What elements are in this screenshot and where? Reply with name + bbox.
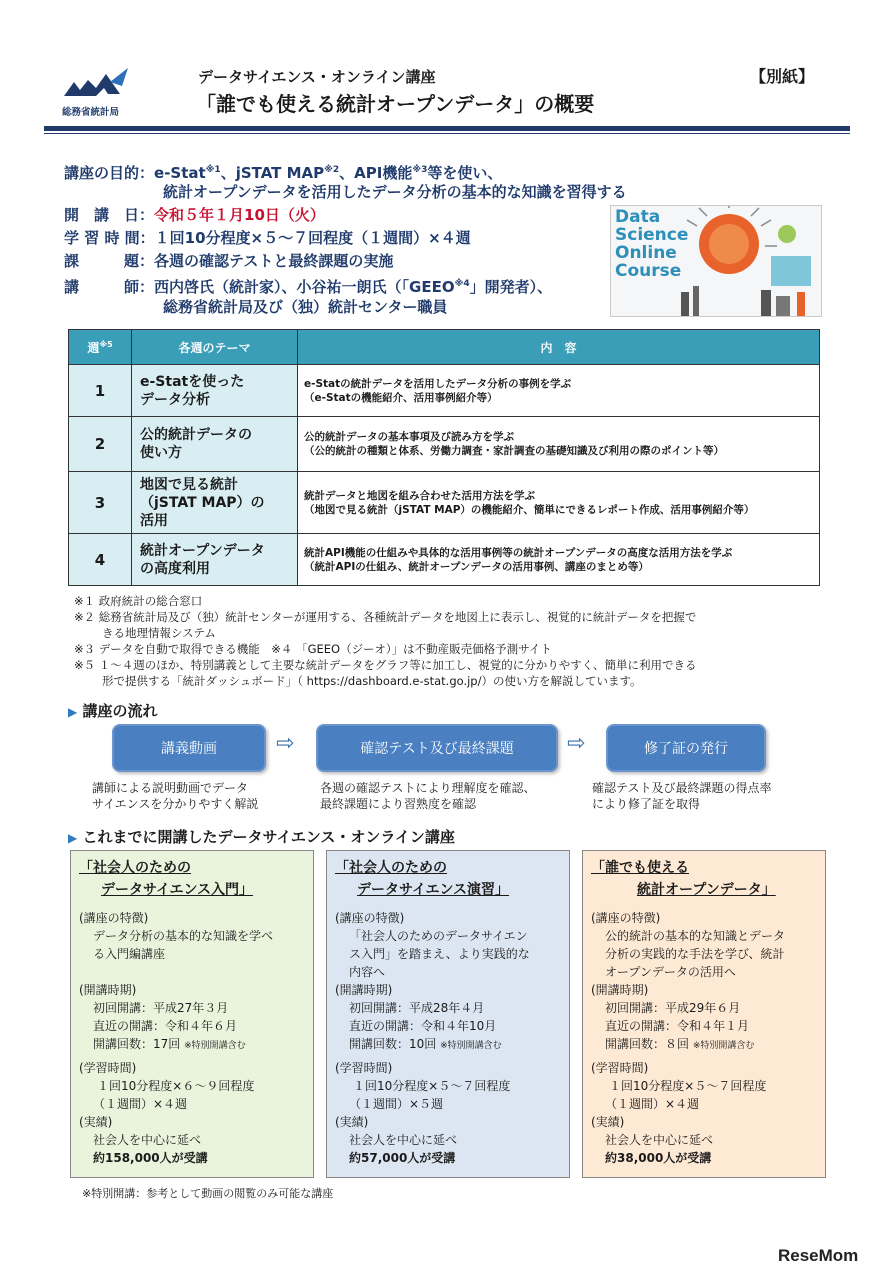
col-week-label: 週	[87, 340, 100, 355]
content-line: e-Statの統計データを活用したデータ分析の事例を学ぶ	[304, 377, 572, 390]
result-count: 約158,000人が受講	[93, 1151, 208, 1165]
time-heading: (学習時間)	[591, 1061, 649, 1075]
special-mark: ※特別開講含む	[692, 1041, 755, 1051]
study-time-label: 学 習 時 間：	[64, 229, 155, 247]
period-heading: (開講時期)	[335, 983, 393, 997]
flow-step-certificate: 修了証の発行	[606, 724, 766, 772]
theme-line: 公的統計データの	[140, 427, 252, 443]
desc-line: 講師による説明動画でデータ	[92, 781, 249, 795]
time-line: １回10分程度×５～７回程度	[609, 1079, 767, 1093]
promo-line2: Science	[615, 225, 689, 245]
flow-desc-certificate	[592, 780, 772, 812]
latest-open: 直近の開講：令和４年６月	[93, 1019, 238, 1033]
week-content	[298, 417, 820, 472]
course-title-line2: データサイエンス入門」	[101, 882, 254, 898]
feature-line: る入門編講座	[93, 947, 166, 961]
course-title-line1: 「誰でも使える	[591, 860, 689, 876]
course-card-exercise	[326, 850, 570, 1178]
week-theme	[132, 417, 298, 472]
open-count: 開講回数：10回	[349, 1037, 437, 1051]
flow-step-video: 講義動画	[112, 724, 266, 772]
flow-desc-video	[92, 780, 258, 812]
org-name: 総務省統計局	[62, 107, 120, 118]
note-5a: ※５ １～４週のほか、特別講義として主要な統計データをグラフ等に加工し、視覚的に分かりやすく、簡単に利用できる	[74, 658, 697, 672]
course-title-line1: 「社会人のための	[335, 860, 447, 876]
arrow-right-icon: ⇨	[276, 731, 295, 756]
teacher-line2: 総務省統計局及び（独）統計センター職員	[163, 298, 448, 316]
past-heading	[68, 826, 455, 847]
open-date-value: 令和５年１月10日（火）	[154, 206, 325, 224]
time-line: １回10分程度×６～９回程度	[97, 1079, 255, 1093]
feature-line: 内容へ	[349, 965, 386, 979]
content-line: （e-Statの機能紹介、活用事例紹介等）	[304, 391, 498, 404]
teacher-names: 西内啓氏（統計家）、小谷祐一朗氏（「GEEO	[154, 278, 455, 296]
desc-line: 各週の確認テストにより理解度を確認、	[320, 781, 536, 795]
purpose-row	[64, 160, 502, 183]
course-card-intro	[70, 850, 314, 1178]
table-row	[69, 365, 820, 417]
time-heading: (学習時間)	[335, 1061, 393, 1075]
purpose-sup3: ※3	[412, 165, 428, 175]
first-open: 初回開講：平成27年３月	[93, 1001, 229, 1015]
result-count: 約38,000人が受講	[605, 1151, 712, 1165]
content-line: 公的統計データの基本事項及び読み方を学ぶ	[304, 431, 514, 443]
col-theme-header: 各週のテーマ	[132, 330, 298, 365]
teacher-tail: 」開発者）、	[469, 278, 553, 296]
week-content	[298, 365, 820, 417]
note-5b: 形で提供する「統計ダッシュボード」（ https://dashboard.e-stat.go.jp/）の使い方を解説しています。	[102, 674, 642, 688]
feature-line: データ分析の基本的な知識を学べ	[93, 929, 274, 943]
note-2a: ※２ 総務省統計局及び（独）統計センターが運用する、各種統計データを地図上に表示し、視覚的に統計データを把握で	[74, 610, 697, 624]
open-date-row	[64, 205, 325, 225]
flow-step-test: 確認テスト及び最終課題	[316, 724, 558, 772]
study-time-row	[64, 228, 471, 248]
flow-heading	[68, 700, 157, 721]
feature-line: 「社会人のためのデータサイエン	[349, 929, 528, 943]
col-week-sup: ※5	[99, 339, 113, 349]
note-1: ※１ 政府統計の総合窓口	[74, 594, 203, 608]
open-count: 開講回数：17回	[93, 1037, 181, 1051]
special-mark: ※特別開講含む	[440, 1041, 502, 1051]
desc-line: 確認テスト及び最終課題の得点率	[592, 781, 772, 795]
theme-line: 活用	[140, 512, 168, 529]
result-line: 社会人を中心に延べ	[93, 1133, 202, 1147]
special-footnote: ※特別開講：参考として動画の閲覧のみ可能な講座	[82, 1187, 334, 1200]
result-count: 約57,000人が受講	[349, 1151, 456, 1165]
past-heading-text: これまでに開講したデータサイエンス・オンライン講座	[82, 828, 455, 846]
statistics-bureau-logo-icon	[64, 66, 144, 102]
desc-line: 最終課題により習熟度を確認	[320, 797, 477, 811]
week-number: 1	[69, 365, 132, 417]
appendix-tag: 【別紙】	[750, 67, 815, 86]
latest-open: 直近の開講：令和４年10月	[349, 1019, 497, 1033]
week-number: 2	[69, 417, 132, 472]
week-number: 3	[69, 472, 132, 534]
table-row	[69, 417, 820, 472]
arrow-right-icon: ⇨	[567, 731, 586, 756]
content-line: （統計APIの仕組み、統計オープンデータの活用事例、講座のまとめ等）	[304, 560, 649, 573]
task-label: 課 題：	[64, 252, 155, 270]
task-value: 各週の確認テストと最終課題の実施	[154, 252, 394, 270]
theme-line: 使い方	[140, 445, 182, 461]
feature-heading: (講座の特徴)	[335, 911, 405, 925]
page-title: 「誰でも使える統計オープンデータ」の概要	[196, 92, 595, 116]
period-heading: (開講時期)	[591, 983, 649, 997]
week-content	[298, 534, 820, 586]
flow-heading-text: 講座の流れ	[82, 702, 158, 720]
content-line: （地図で見る統計（jSTAT MAP）の機能紹介、簡単にできるレポート作成、活用事例紹介等）	[304, 503, 755, 516]
resemom-watermark: ReseMom	[778, 1246, 859, 1265]
header-rule	[44, 126, 850, 131]
triangle-bullet-icon: ▶	[68, 831, 78, 845]
theme-line: （jSTAT MAP）の	[140, 494, 265, 511]
study-time-value: １回10分程度×５～７回程度（１週間）×４週	[154, 229, 471, 247]
purpose-line2: 統計オープンデータを活用したデータ分析の基本的な知識を習得する	[163, 183, 627, 201]
result-heading: (実績)	[79, 1115, 113, 1129]
special-mark: ※特別開講含む	[184, 1041, 246, 1051]
feature-line: 分析の実践的な手法を学び、統計	[605, 947, 785, 961]
week-theme	[132, 534, 298, 586]
content-line: 統計API機能の仕組みや具体的な活用事例等の統計オープンデータの高度な活用方法を学ぶ	[304, 546, 733, 559]
week-content	[298, 472, 820, 534]
open-count: 開講回数：８回	[605, 1037, 690, 1051]
feature-heading: (講座の特徴)	[591, 911, 661, 925]
purpose-sup2: ※2	[324, 165, 340, 175]
result-heading: (実績)	[335, 1115, 369, 1129]
course-title-line2: データサイエンス演習」	[357, 882, 510, 898]
feature-line: ス入門」を踏まえ、より実践的な	[349, 947, 530, 961]
week-theme	[132, 365, 298, 417]
promo-line4: Course	[615, 261, 682, 281]
promo-line1: Data	[615, 207, 661, 227]
task-row	[64, 251, 393, 271]
theme-line: 地図で見る統計	[140, 476, 238, 493]
teacher-label: 講 師：	[64, 278, 155, 296]
latest-open: 直近の開講：令和４年１月	[605, 1019, 750, 1033]
feature-line	[79, 963, 273, 981]
feature-line: オープンデータの活用へ	[605, 965, 736, 979]
table-row	[69, 472, 820, 534]
theme-line: の高度利用	[140, 560, 210, 577]
desc-line: サイエンスを分かりやすく解説	[92, 797, 259, 811]
purpose-tail: 等を使い、	[427, 164, 503, 182]
promo-line3: Online	[615, 243, 677, 263]
header-rule-thin	[44, 133, 850, 134]
time-line: （１週間）×４週	[605, 1097, 700, 1111]
course-promo-image	[610, 205, 822, 317]
content-line: （公的統計の種類と体系、労働力調査・家計調査の基礎知識及び利用の際のポイント等）	[304, 445, 724, 457]
theme-line: 統計オープンデータ	[140, 542, 265, 559]
col-content-header: 内 容	[298, 330, 820, 365]
purpose-api: 、API機能	[339, 164, 413, 182]
purpose-estat: e-Stat	[154, 164, 206, 182]
purpose-label: 講座の目的：	[64, 164, 155, 182]
teacher-row	[64, 274, 552, 297]
feature-line: 公的統計の基本的な知識とデータ	[605, 929, 786, 943]
feature-heading: (講座の特徴)	[79, 911, 149, 925]
col-week-header	[69, 330, 132, 365]
desc-line: により修了証を取得	[592, 797, 701, 811]
result-line: 社会人を中心に延べ	[349, 1133, 458, 1147]
week-theme	[132, 472, 298, 534]
table-row	[69, 534, 820, 586]
week-number: 4	[69, 534, 132, 586]
result-line: 社会人を中心に延べ	[605, 1133, 714, 1147]
course-title-line1: 「社会人のための	[79, 860, 191, 876]
theme-line: データ分析	[140, 391, 210, 408]
theme-line: e-Statを使った	[140, 373, 245, 390]
first-open: 初回開講：平成28年４月	[349, 1001, 485, 1015]
purpose-sup1: ※1	[205, 165, 221, 175]
course-title-line2: 統計オープンデータ」	[637, 882, 776, 898]
time-line: １回10分程度×５～７回程度	[353, 1079, 511, 1093]
flow-desc-test	[320, 780, 536, 812]
time-line: （１週間）×４週	[93, 1097, 188, 1111]
note-3: ※３ データを自動で取得できる機能 ※４ 「GEEO（ジーオ）」は不動産販売価格予測サイト	[74, 642, 552, 656]
open-date-label: 開 講 日：	[64, 206, 155, 224]
note-2b: きる地理情報システム	[102, 626, 216, 640]
period-heading: (開講時期)	[79, 983, 137, 997]
content-line: 統計データと地図を組み合わせた活用方法を学ぶ	[304, 489, 535, 502]
page-subtitle: データサイエンス・オンライン講座	[198, 68, 436, 86]
purpose-jstat: 、jSTAT MAP	[220, 164, 325, 182]
time-heading: (学習時間)	[79, 1061, 137, 1075]
first-open: 初回開講：平成29年６月	[605, 1001, 741, 1015]
weekly-theme-table	[68, 329, 820, 586]
result-heading: (実績)	[591, 1115, 625, 1129]
time-line: （１週間）×５週	[349, 1097, 444, 1111]
teacher-sup: ※4	[454, 279, 470, 289]
course-card-opendata	[582, 850, 826, 1178]
triangle-bullet-icon: ▶	[68, 705, 78, 719]
